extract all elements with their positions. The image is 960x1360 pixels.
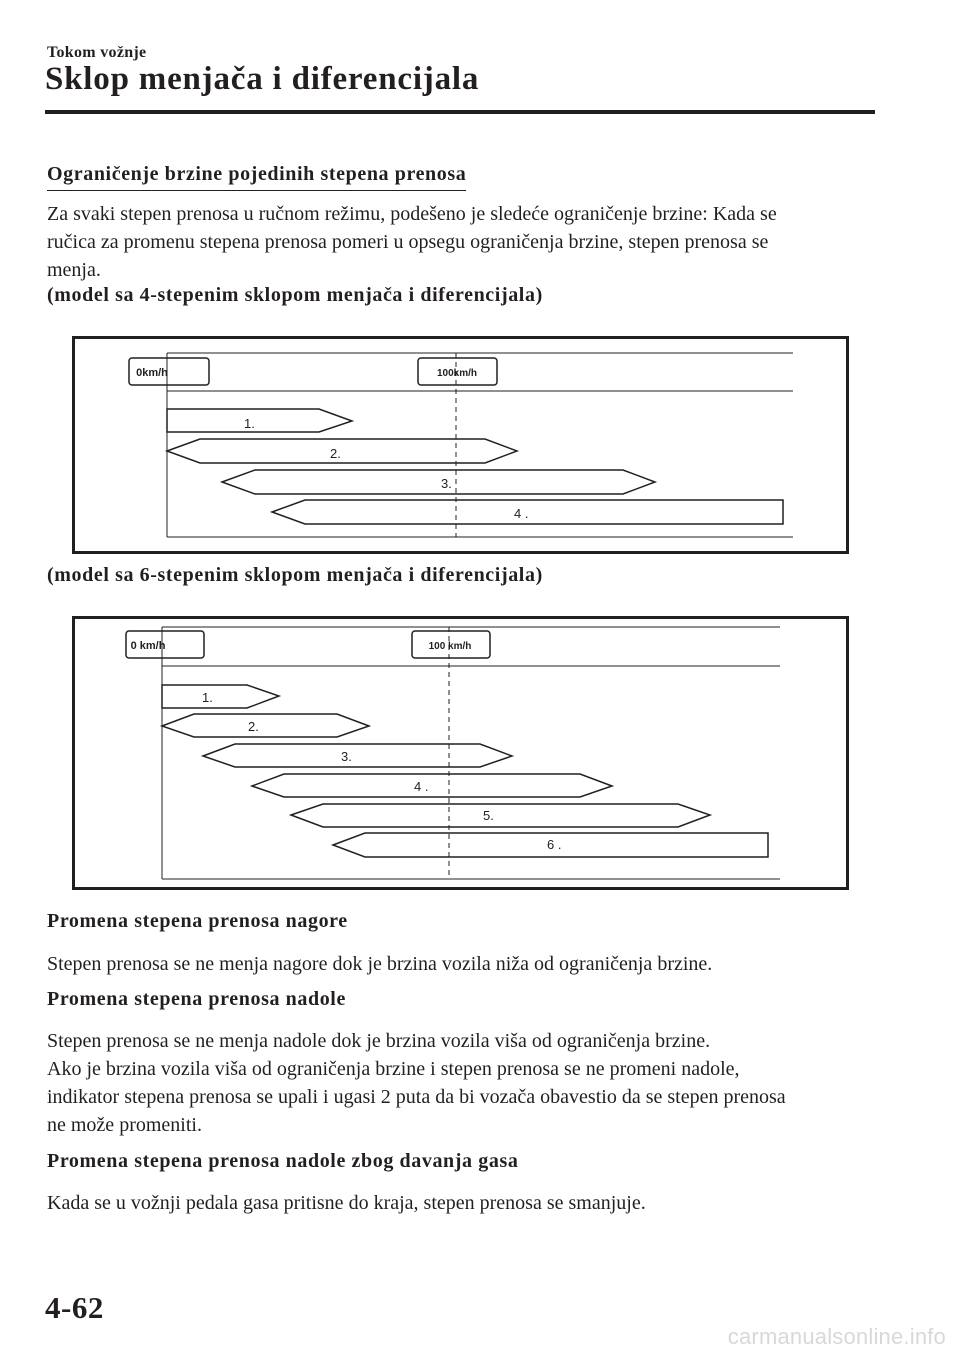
- downshift-heading: Promena stepena prenosa nadole: [47, 988, 346, 1010]
- gear-range-1: [167, 409, 352, 432]
- speed-limit-intro-line-2: ručica za promenu stepena prenosa pomeri u opsegu ograničenja brzine, stepen prenosa se: [47, 231, 769, 253]
- speed-limit-intro-line-3: menja.: [47, 259, 101, 281]
- gear-range-diagram-6-speed: [72, 616, 849, 890]
- model-6-label: (model sa 6-stepenim sklopom menjača i diferencijala): [47, 564, 543, 586]
- speed-limit-intro-line-1: Za svaki stepen prenosa u ručnom režimu, podešeno je sledeće ograničenje brzine: Kada se: [47, 203, 777, 225]
- gear-label-2: 2.: [330, 446, 341, 461]
- upshift-heading: Promena stepena prenosa nagore: [47, 910, 348, 932]
- speed-0-label: 0km/h: [136, 367, 168, 379]
- gear-range-diagram-4-speed: [72, 336, 849, 554]
- speed-limit-heading: Ograničenje brzine pojedinih stepena prenosa: [47, 163, 466, 191]
- gear-label-3: 3.: [341, 749, 352, 764]
- gear-label-3: 3.: [441, 476, 452, 491]
- speed-0-label: 0 km/h: [130, 640, 166, 652]
- downshift-line-4: ne može promeniti.: [47, 1114, 202, 1136]
- page-title: Sklop menjača i diferencijala: [45, 61, 480, 97]
- downshift-line-3: indikator stepena prenosa se upali i ugasi 2 puta da bi vozača obavestio da se stepen prenosa: [47, 1086, 786, 1108]
- gear-range-3: [222, 470, 655, 494]
- downshift-line-1: Stepen prenosa se ne menja nadole dok je brzina vozila viša od ograničenja brzine.: [47, 1030, 711, 1052]
- gear-range-1: [162, 685, 279, 708]
- gear-range-4: [252, 774, 612, 797]
- downshift-line-2: Ako je brzina vozila viša od ograničenja brzine i stepen prenosa se ne promeni nadole,: [47, 1058, 740, 1080]
- gear-label-4: 4 .: [414, 779, 429, 794]
- gear-range-2: [167, 439, 517, 463]
- gear-range-2: [162, 714, 369, 737]
- title-rule: [45, 110, 875, 114]
- model-4-label: (model sa 4-stepenim sklopom menjača i diferencijala): [47, 284, 543, 306]
- gear-range-5: [291, 804, 710, 827]
- watermark: carmanualsonline.info: [727, 1324, 946, 1349]
- speed-100-label: 100 km/h: [428, 641, 472, 652]
- gear-label-5: 5.: [483, 808, 494, 823]
- section-label: Tokom vožnje: [47, 44, 147, 61]
- gear-label-1: 1.: [202, 690, 213, 705]
- kickdown-text: Kada se u vožnji pedala gasa pritisne do kraja, stepen prenosa se smanjuje.: [47, 1192, 646, 1214]
- gear-label-1: 1.: [244, 416, 255, 431]
- gear-range-svg-6: [75, 619, 846, 887]
- kickdown-heading: Promena stepena prenosa nadole zbog davanja gasa: [47, 1150, 519, 1172]
- gear-range-3: [203, 744, 512, 767]
- page-number: 4-62: [45, 1290, 104, 1325]
- gear-range-svg-4: [75, 339, 846, 551]
- gear-label-6: 6 .: [547, 837, 562, 852]
- upshift-text: Stepen prenosa se ne menja nagore dok je brzina vozila niža od ograničenja brzine.: [47, 953, 713, 975]
- gear-label-4: 4 .: [514, 506, 529, 521]
- speed-100-label: 100km/h: [436, 368, 478, 379]
- gear-label-2: 2.: [248, 719, 259, 734]
